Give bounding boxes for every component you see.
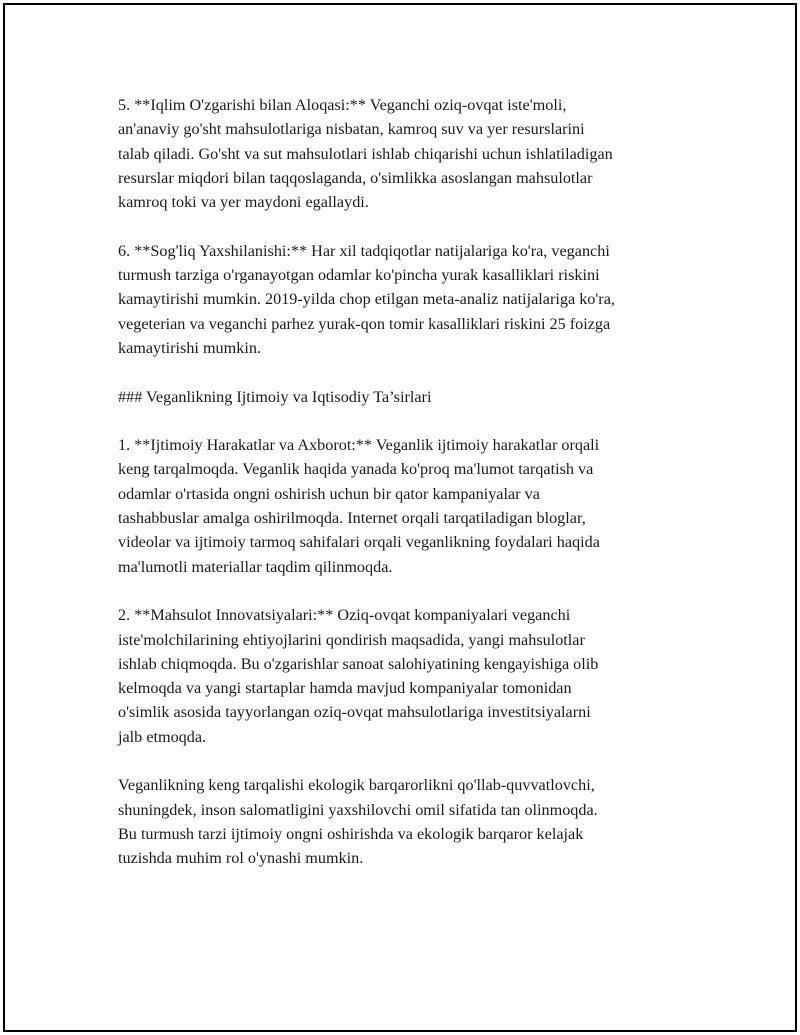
section-heading: ### Veganlikning Ijtimoiy va Iqtisodiy Ta’sirlari (118, 387, 432, 406)
paragraph-health-improvement: 6. **Sog'liq Yaxshilanishi:** Har xil tadqiqotlar natijalariga ko'ra, veganchi turmush tarziga o'rganayotgan odamlar ko'pincha yurak kasalliklari riskini kamaytirishi mumkin. 2019-yilda chop etilgan meta-analiz natijalariga ko'ra, vegeterian va veganchi parhez yurak-qon tomir kasalliklari riskini 25 foizga kamaytirishi mumkin. (118, 241, 615, 357)
paragraph-climate-change: 5. **Iqlim O'zgarishi bilan Aloqasi:** Veganchi oziq-ovqat iste'moli, an'anaviy go'sht mahsulotlariga nisbatan, kamroq suv va yer resurslarini talab qiladi. Go'sht va sut mahsulotlari ishlab chiqarishi uchun ishlatiladigan resurslar miqdori bilan taqqoslaganda, o'simlikka asoslangan mahsulotlar kamroq toki va yer maydoni egallaydi. (118, 96, 613, 212)
paragraph-conclusion: Veganlikning keng tarqalishi ekologik barqarorlikni qo'llab-quvvatlovchi, shuningdek, inson salomatligini yaxshilovchi omil sifatida tan olinmoqda. Bu turmush tarzi ijtimoiy ongni oshirishda va ekologik barqaror kelajak tuzishda muhim rol o'ynashi mumkin. (118, 776, 598, 868)
paragraph-product-innovations: 2. **Mahsulot Innovatsiyalari:** Oziq-ovqat kompaniyalari veganchi iste'molchilarining ehtiyojlarini qondirish maqsadida, yangi mahsulotlar ishlab chiqmoqda. Bu o'zgarishlar sanoat salohiyatining kengayishiga olib kelmoqda va yangi startaplar hamda mavjud kompaniyalar tomonidan o'simlik asosida tayyorlangan oziq-ovqat mahsulotlariga investitsiyalarni jalb etmoqda. (118, 606, 599, 746)
paragraph-social-movements: 1. **Ijtimoiy Harakatlar va Axborot:** Veganlik ijtimoiy harakatlar orqali keng tarqalmoqda. Veganlik haqida yanada ko'proq ma'lumot tarqatish va odamlar o'rtasida ongni oshirish uchun bir qator kampaniyalar va tashabbuslar amalga oshirilmoqda. Internet orqali tarqatiladigan bloglar, videolar va ijtimoiy tarmoq sahifalari orqali veganlikning foydalari haqida ma'lumotli materiallar taqdim qilinmoqda. (118, 436, 600, 576)
document-body (118, 93, 678, 895)
